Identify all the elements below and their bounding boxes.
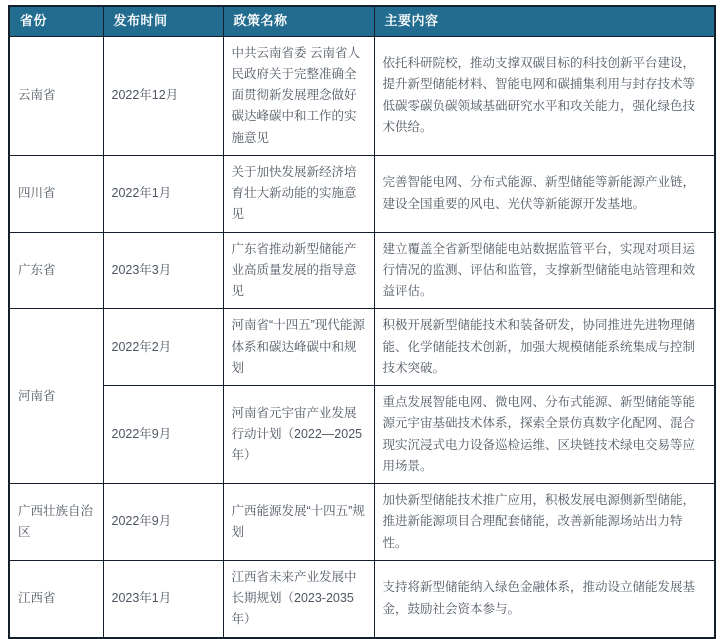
header-date: 发布时间 (103, 6, 223, 36)
province-cell: 河南省 (9, 309, 103, 484)
main-content-cell: 支持将新型储能纳入绿色金融体系，推动设立储能发展基金，鼓励社会资本参与。 (374, 560, 715, 637)
date-cell: 2022年2月 (103, 309, 223, 386)
main-content-cell: 建立覆盖全省新型储能电站数据监管平台，实现对项目运行情况的监测、评估和监管，支撑新型储能电站管理和效益评估。 (374, 232, 715, 309)
policy-table (8, 5, 716, 639)
header-row (9, 6, 715, 36)
policy-name-cell: 广西能源发展“十四五”规划 (223, 484, 374, 561)
table-row (9, 155, 715, 232)
table-row (9, 386, 715, 484)
policy-table-body (9, 36, 715, 638)
table-row (9, 560, 715, 637)
header-province: 省份 (9, 6, 103, 36)
date-cell: 2022年9月 (103, 484, 223, 561)
date-cell: 2022年1月 (103, 155, 223, 232)
province-cell: 云南省 (9, 36, 103, 155)
province-cell: 广西壮族自治区 (9, 484, 103, 561)
date-cell: 2022年12月 (103, 36, 223, 155)
policy-name-cell: 河南省“十四五”现代能源体系和碳达峰碳中和规划 (223, 309, 374, 386)
main-content-cell: 依托科研院校，推动支撑双碳目标的科技创新平台建设，提升新型储能材料、智能电网和碳捕集利用与封存技术等低碳零碳负碳领域基础研究水平和攻关能力，强化绿色技术供给。 (374, 36, 715, 155)
date-cell: 2022年9月 (103, 386, 223, 484)
main-content-cell: 完善智能电网、分布式能源、新型储能等新能源产业链，建设全国重要的风电、光伏等新能源开发基地。 (374, 155, 715, 232)
policy-name-cell: 广东省推动新型储能产业高质量发展的指导意见 (223, 232, 374, 309)
main-content-cell: 加快新型储能技术推广应用，积极发展电源侧新型储能，推进新能源项目合理配套储能，改善新能源场站出力特性。 (374, 484, 715, 561)
main-content-cell: 重点发展智能电网、微电网、分布式能源、新型储能等能源元宇宙基础技术体系，探索全景仿真数字化配网、混合现实沉浸式电力设备巡检运维、区块链技术绿电交易等应用场景。 (374, 386, 715, 484)
table-row (9, 232, 715, 309)
main-content-cell: 积极开展新型储能技术和装备研发，协同推进先进物理储能、化学储能技术创新，加强大规模储能系统集成与控制技术突破。 (374, 309, 715, 386)
policy-name-cell: 河南省元宇宙产业发展行动计划（2022—2025年） (223, 386, 374, 484)
header-policy: 政策名称 (223, 6, 374, 36)
province-cell: 四川省 (9, 155, 103, 232)
date-cell: 2023年3月 (103, 232, 223, 309)
table-row (9, 484, 715, 561)
table-row (9, 36, 715, 155)
policy-name-cell: 关于加快发展新经济培育壮大新动能的实施意见 (223, 155, 374, 232)
policy-name-cell: 中共云南省委 云南省人民政府关于完整准确全面贯彻新发展理念做好碳达峰碳中和工作的实施意见 (223, 36, 374, 155)
table-row (9, 309, 715, 386)
header-content: 主要内容 (374, 6, 715, 36)
date-cell: 2023年1月 (103, 560, 223, 637)
policy-table-header (9, 6, 715, 36)
policy-name-cell: 江西省未来产业发展中长期规划（2023-2035年） (223, 560, 374, 637)
province-cell: 江西省 (9, 560, 103, 637)
province-cell: 广东省 (9, 232, 103, 309)
